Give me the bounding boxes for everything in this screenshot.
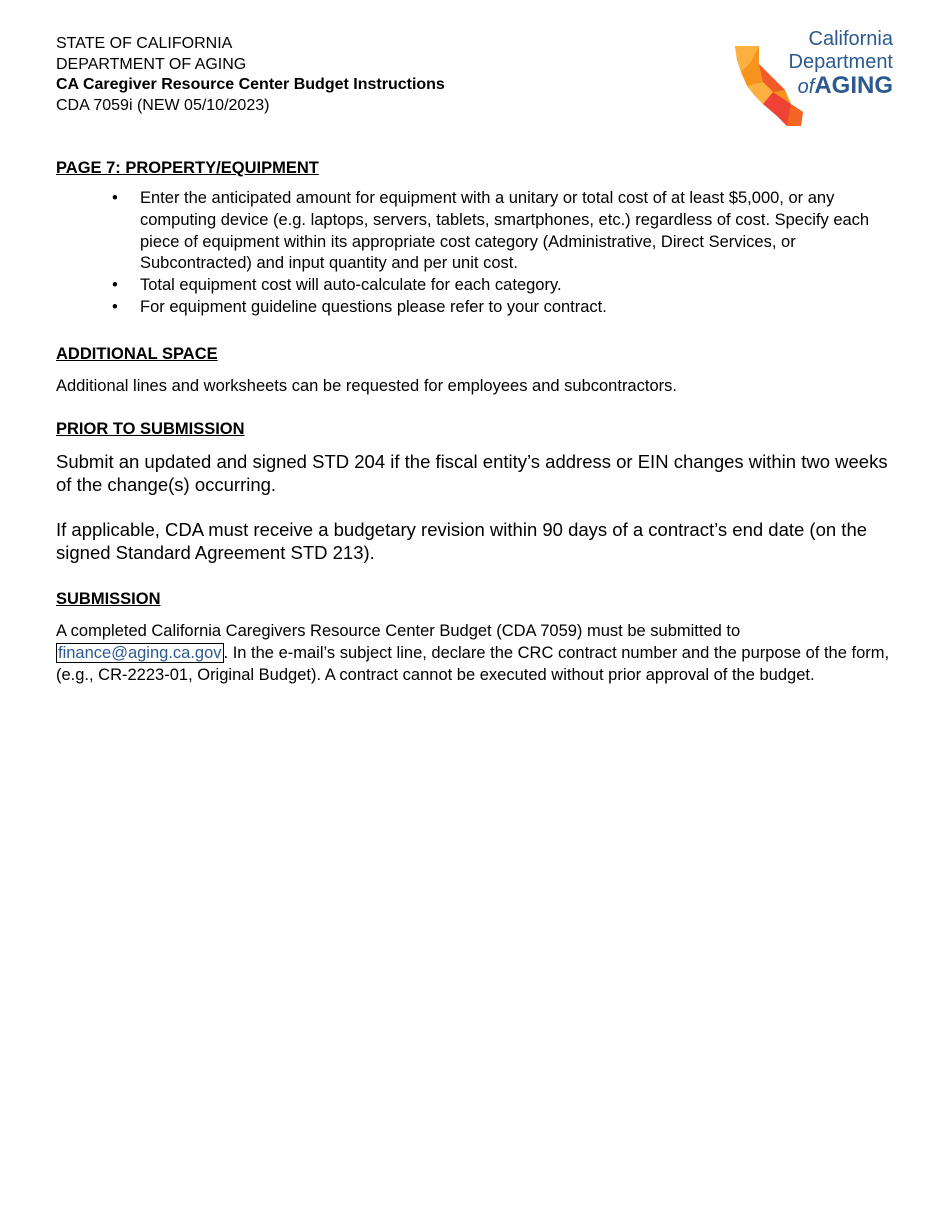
prior-paragraph-1: Submit an updated and signed STD 204 if the fiscal entity’s address or EIN changes within two weeks of the change(s) occurring. [56, 451, 888, 495]
submission-text-after: . In the e-mail’s subject line, declare the CRC contract number and the purpose of the form, (e.g., CR-2223-01, Original Budget). A contract cannot be executed without prior approval of the budget. [56, 644, 890, 684]
logo-aging: AGING [814, 72, 893, 99]
section-title-submission: SUBMISSION [56, 590, 161, 608]
section-title-property: PAGE 7: PROPERTY/EQUIPMENT [56, 159, 319, 177]
header-title: CA Caregiver Resource Center Budget Instructions [56, 76, 445, 93]
section-submission [56, 589, 901, 686]
cda-logo [733, 28, 898, 132]
logo-california: California [808, 28, 893, 50]
section-prior-to-submission [56, 419, 901, 564]
logo-wordmark [763, 28, 893, 99]
prior-paragraph-2: If applicable, CDA must receive a budgetary revision within 90 days of a contract’s end date (on the signed Standard Agreement STD 213). [56, 519, 868, 563]
header-form-number: CDA 7059i (NEW 05/10/2023) [56, 96, 270, 114]
submission-text-before: A completed California Caregivers Resource Center Budget (CDA 7059) must be submitted to [56, 622, 741, 640]
section-property-equipment [56, 158, 901, 319]
section-additional-space [56, 344, 901, 397]
section-title-additional: ADDITIONAL SPACE [56, 345, 218, 363]
additional-text: Additional lines and worksheets can be requested for employees and subcontractors. [56, 377, 677, 395]
list-item: • For equipment guideline questions please refer to your contract. [140, 297, 901, 319]
header-department: DEPARTMENT OF AGING [56, 55, 247, 73]
submission-paragraph [56, 620, 901, 686]
logo-of: of [797, 76, 815, 98]
section-title-prior: PRIOR TO SUBMISSION [56, 420, 245, 438]
header-state: STATE OF CALIFORNIA [56, 35, 233, 52]
list-item: • Enter the anticipated amount for equipment with a unitary or total cost of at least $5,000, or any computing device (e.g. laptops, servers, tablets, smartphones, etc.) regardless of cost. Specify each piece of equipment within its appropriate cost category (Administrative, Direct Services, or Subcontracted) and input quantity and per unit cost. [140, 188, 901, 275]
logo-department: Department [788, 51, 893, 73]
finance-email-link[interactable]: finance@aging.ca.gov [58, 644, 222, 662]
list-item: • Total equipment cost will auto-calculate for each category. [140, 275, 901, 297]
property-bullet-list [56, 188, 901, 319]
